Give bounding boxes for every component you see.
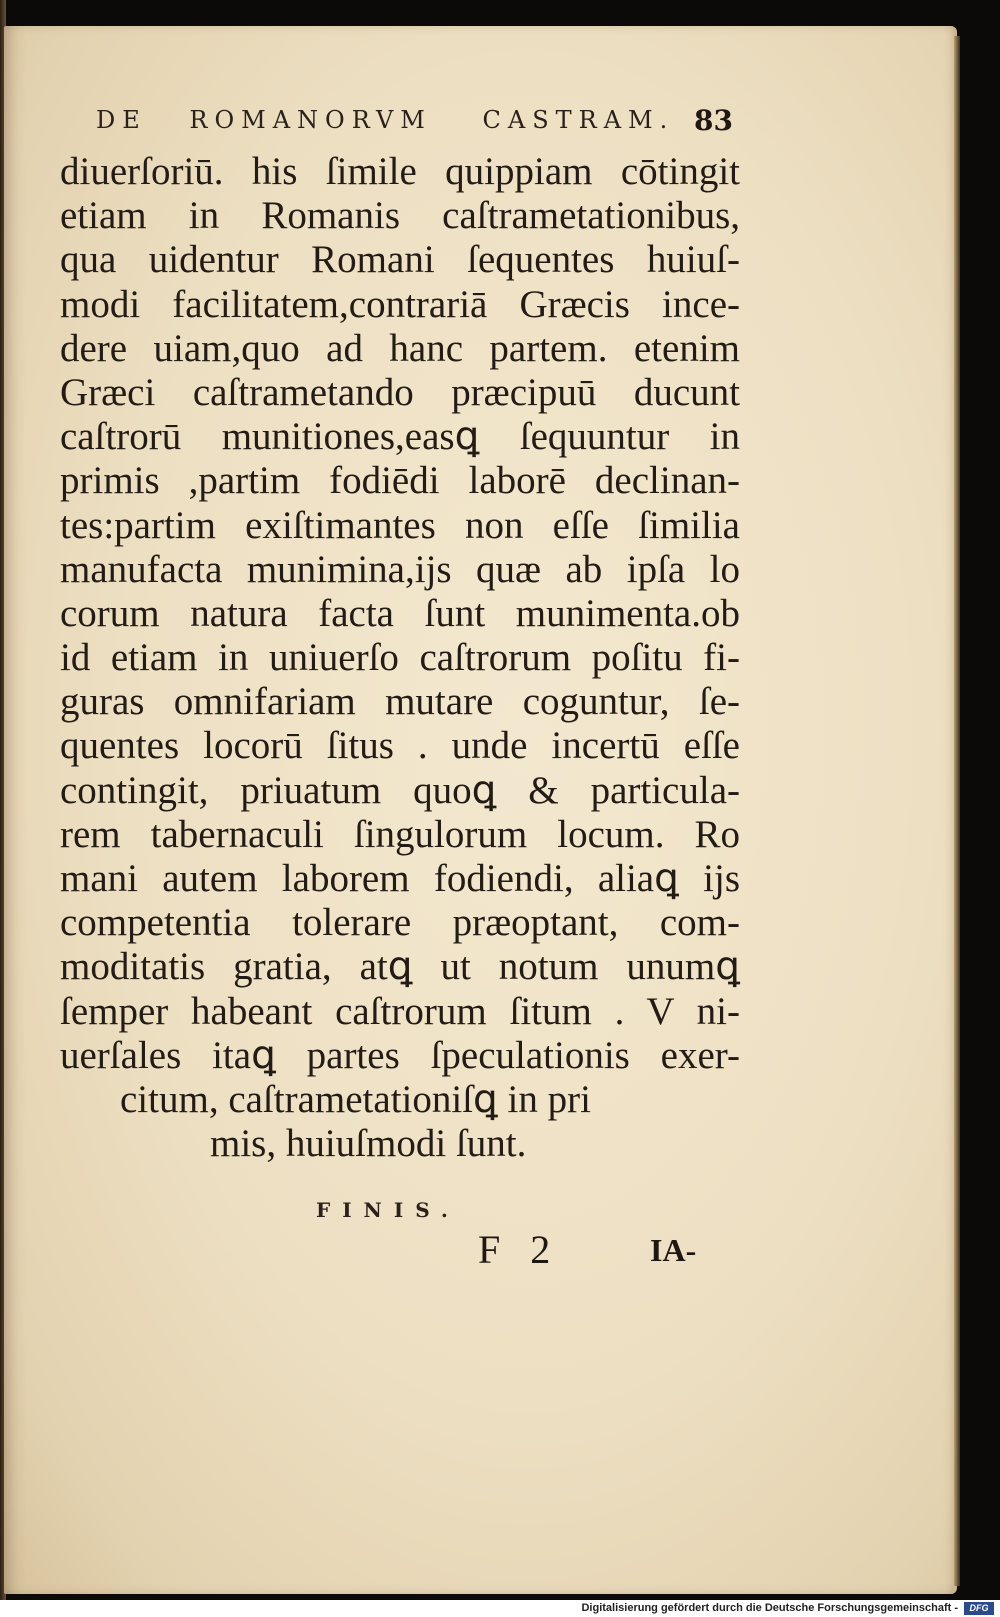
text-line: mani autem laborem fodiendi, aliaꝗ ijs	[60, 857, 740, 900]
text-line: etiam in Romanis caſtrametationibus,	[60, 194, 740, 238]
text-line: quentes locorū ſitus . unde incertū eſſe	[60, 724, 740, 768]
text-line: diuerſoriū. his ſimile quippiam cōtingit	[60, 150, 740, 193]
text-line: dere uiam,quo ad hanc partem. etenim	[60, 326, 740, 370]
text-line: uerſales itaꝗ partes ſpeculationis exer-	[60, 1033, 740, 1077]
text-line: competentia tolerare præoptant, com-	[60, 901, 740, 945]
running-head-part: ROMANORVM	[189, 106, 432, 134]
text-line: moditatis gratia, atꝗ ut notum unumꝗ	[60, 945, 740, 989]
text-line: rem tabernaculi ſingulorum locum. Ro	[60, 812, 740, 856]
text-line: Græci caſtrametando præcipuū ducunt	[60, 370, 740, 414]
dfg-logo-icon: DFG	[964, 1602, 994, 1615]
text-line: caſtrorū munitiones,easꝗ ſequuntur in	[60, 415, 740, 459]
running-head-part: CASTRAM.	[482, 106, 675, 134]
funding-credit: Digitalisierung gefördert durch die Deutsche Forschungsgemeinschaft -	[581, 1602, 958, 1614]
running-head	[96, 106, 736, 134]
text-line: manufacta munimina,ijs quæ ab ipſa lo	[60, 547, 740, 591]
page-number: 83	[694, 104, 733, 137]
text-line: mis, huiuſmodi ſunt.	[210, 1122, 527, 1166]
text-line: guras omnifariam mutare coguntur, ſe-	[60, 680, 740, 724]
text-line: id etiam in uniuerſo caſtrorum poſitu fi-	[60, 636, 740, 680]
signature-mark: F 2	[478, 1227, 561, 1272]
text-line: tes:partim exiſtimantes non eſſe ſimilia	[60, 503, 740, 547]
text-line: modi facilitatem,contrariā Græcis ince-	[60, 282, 740, 326]
page-fore-edge	[954, 36, 960, 1586]
text-line: citum, caſtrametationiſꝗ in pri	[120, 1077, 591, 1121]
finis-mark: FINIS.	[316, 1198, 460, 1222]
catchword: IA-	[650, 1232, 697, 1268]
text-line: corum natura facta ſunt munimenta.ob	[60, 591, 740, 635]
text-line: contingit, priuatum quoꝗ & particula-	[60, 768, 740, 812]
body-text	[60, 150, 740, 1166]
running-head-part: DE	[96, 106, 147, 134]
text-line: qua uidentur Romani ſequentes huiuſ-	[60, 238, 740, 282]
text-line: primis ,partim fodiēdi laborē declinan-	[60, 459, 740, 503]
text-line: ſemper habeant caſtrorum ſitum . V ni-	[60, 989, 740, 1033]
